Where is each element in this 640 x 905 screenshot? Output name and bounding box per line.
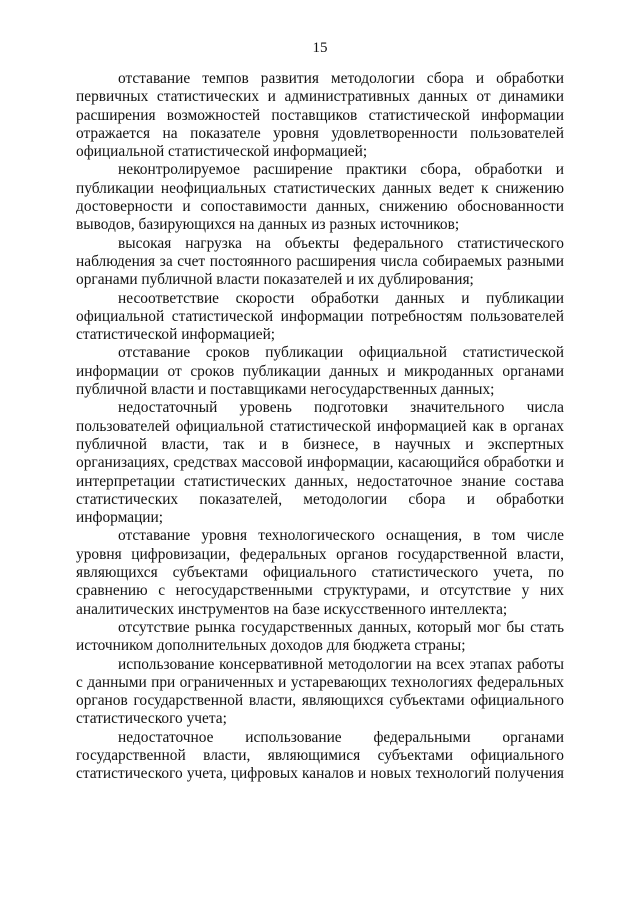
paragraph-digital-channels: недостаточное использование федеральными органами государственной власти, являющимися субъектами официального статистического учета, цифровых каналов и новых технологий получения	[76, 728, 564, 783]
paragraph-processing-speed: несоответствие скорости обработки данных и публикации официальной статистической информации потребностям пользователей статистической информацией;	[76, 289, 564, 344]
page-number: 15	[312, 40, 328, 56]
paragraph-respondent-burden: высокая нагрузка на объекты федерального статистического наблюдения за счет постоянного расширения числа собираемых разными органами публичной власти показателей и их дублирования;	[76, 234, 564, 289]
paragraph-technology-lag: отставание уровня технологического оснащения, в том числе уровня цифровизации, федеральных органов государственной власти, являющихся субъектами официального статистического учета, по сравнению с негосударственными структурами, и отсутствие у них аналитических инструментов на базе искусственного интеллекта;	[76, 527, 564, 618]
paragraph-publication-lag: отставание сроков публикации официальной статистической информации от сроков публикации данных и микроданных органами публичной власти и поставщиками негосударственных данных;	[76, 344, 564, 399]
document-body	[76, 70, 564, 784]
paragraph-conservative-methodology: использование консервативной методологии на всех этапах работы с данными при ограниченных и устаревающих технологиях федеральных органов государственной власти, являющихся субъектами официального статистического учета;	[76, 655, 564, 728]
paragraph-methodology-lag: отставание темпов развития методологии сбора и обработки первичных статистических и административных данных от динамики расширения возможностей поставщиков статистической информации отражается на показателе уровня удовлетворенности пользователей официальной статистической информацией;	[76, 70, 564, 161]
paragraph-user-literacy: недостаточный уровень подготовки значительного числа пользователей официальной статистической информацией как в органах публичной власти, так и в бизнесе, в научных и экспертных организациях, средствах массовой информации, касающийся обработки и интерпретации статистических данных, недостаточное знание состава статистических показателей, методологии сбора и обработки информации;	[76, 399, 564, 527]
paragraph-data-market: отсутствие рынка государственных данных, который мог бы стать источником дополнительных доходов для бюджета страны;	[76, 618, 564, 655]
paragraph-unofficial-data: неконтролируемое расширение практики сбора, обработки и публикации неофициальных статистических данных ведет к снижению достоверности и сопоставимости данных, снижению обоснованности выводов, базирующихся на данных из разных источников;	[76, 161, 564, 234]
